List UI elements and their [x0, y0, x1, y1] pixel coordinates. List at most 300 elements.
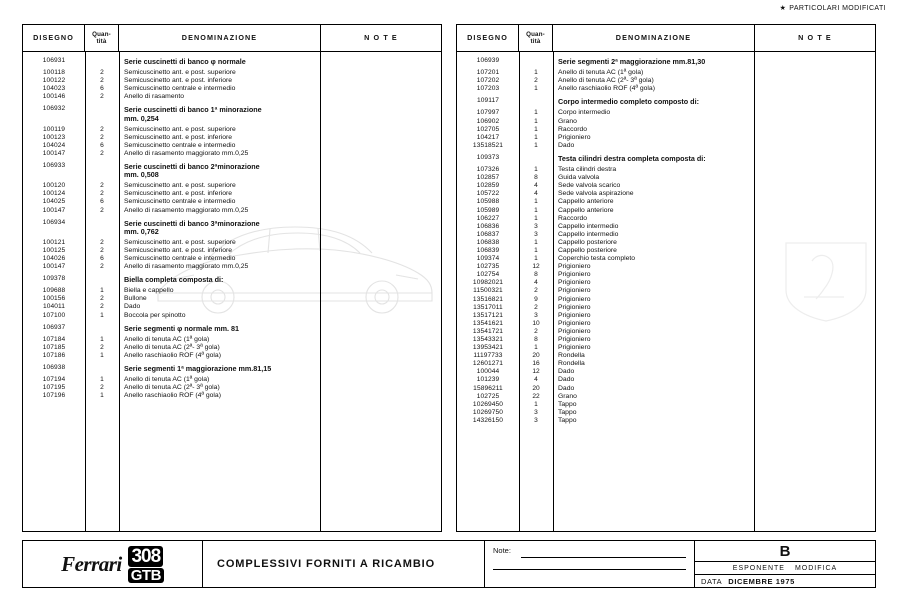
table-row: [23, 150, 441, 158]
cell-disegno: 106838: [476, 238, 500, 246]
cell-denominazione: Grano: [558, 117, 577, 125]
table-row: [457, 376, 875, 384]
table-row: [23, 207, 441, 215]
cell-quantita: 1: [100, 351, 104, 359]
sheet-description: COMPLESSIVI FORNITI A RICAMBIO: [203, 541, 485, 587]
cell-denominazione: Anello di rasamento maggiorato mm.0,25: [124, 206, 249, 214]
cell-quantita: 4: [534, 182, 538, 190]
table-row: [457, 207, 875, 215]
parts-table-left: [22, 24, 442, 532]
cell-denominazione: Semicuscinetto centrale e intermedio: [124, 141, 236, 149]
cell-disegno: 109688: [42, 287, 66, 295]
cell-quantita: 1: [534, 125, 538, 133]
table-row: [457, 134, 875, 142]
cell-denominazione: Bullone: [124, 295, 147, 303]
table-row: [457, 166, 875, 174]
cell-disegno: 100120: [42, 182, 66, 190]
cell-denominazione: Anello di tenuta AC (2ª- 3ª gola): [124, 384, 220, 392]
cell-denominazione: Serie cuscinetti di banco φ normale: [124, 57, 246, 66]
table-row: [23, 142, 441, 150]
cell-quantita: 2: [100, 133, 104, 141]
cell-disegno: 100156: [42, 295, 66, 303]
cell-denominazione: Semicuscinetto ant. e post. superiore: [124, 69, 236, 77]
cell-denominazione: Testa cilindri destra: [558, 166, 617, 174]
table-row: [23, 85, 441, 93]
cell-denominazione: Sede valvola scarico: [558, 182, 621, 190]
table-row: [23, 303, 441, 311]
cell-disegno: 14326150: [472, 416, 504, 424]
cell-quantita: 4: [534, 376, 538, 384]
cell-disegno: 107184: [42, 335, 66, 343]
cell-quantita: 6: [100, 85, 104, 93]
cell-disegno: 104024: [42, 141, 66, 149]
cell-quantita: 1: [100, 392, 104, 400]
cell-disegno: 107201: [476, 69, 500, 77]
cell-denominazione: Corpo intermedio completo composto di:: [558, 97, 699, 107]
cell-quantita: 8: [534, 271, 538, 279]
cell-denominazione: Raccordo: [558, 214, 588, 222]
cell-disegno: 106837: [476, 230, 500, 238]
table-row: [457, 57, 875, 65]
cell-denominazione: Serie cuscinetti di banco 3ªminorazione: [124, 218, 260, 228]
cell-quantita: 2: [100, 263, 104, 271]
cell-disegno: 13541721: [472, 327, 504, 335]
table-row: [457, 312, 875, 320]
cell-quantita: 6: [100, 254, 104, 262]
table-row: [457, 271, 875, 279]
cell-denominazione: Serie segmenti 1ª maggiorazione mm.81,15: [124, 364, 272, 373]
column-header-disegno: DISEGNO: [457, 25, 519, 51]
cell-disegno: 13953421: [472, 344, 504, 352]
cell-disegno: 13516821: [472, 295, 504, 303]
cell-quantita: 12: [532, 368, 540, 376]
cell-quantita: 1: [534, 133, 538, 141]
cell-disegno: 13518521: [472, 141, 504, 149]
cell-disegno: 102857: [476, 174, 500, 182]
table-row: [23, 227, 441, 235]
cell-disegno: 109373: [476, 153, 500, 161]
cell-denominazione: Serie cuscinetti di banco 2ªminorazione: [124, 162, 260, 172]
cell-disegno: 104217: [476, 133, 500, 141]
cell-quantita: 1: [534, 198, 538, 206]
cell-disegno: 107194: [42, 376, 66, 384]
star-icon: ★: [779, 5, 787, 12]
cell-denominazione: Cappello intermedio: [558, 222, 619, 230]
cell-disegno: 100147: [42, 206, 66, 214]
cell-disegno: 13541621: [472, 319, 504, 327]
cell-denominazione: Semicuscinetto ant. e post. inferiore: [124, 133, 233, 141]
note-line[interactable]: [521, 546, 686, 558]
table-row: [23, 134, 441, 142]
cell-quantita: 1: [534, 166, 538, 174]
cell-quantita: 3: [534, 408, 538, 416]
cell-denominazione: Dado: [124, 303, 141, 311]
cell-disegno: 107185: [42, 343, 66, 351]
cell-denominazione: Prigioniero: [558, 303, 591, 311]
table-header-left: [23, 25, 441, 52]
revision-headers: [695, 561, 875, 575]
cell-denominazione: Sede valvola aspirazione: [558, 190, 634, 198]
cell-disegno: 106938: [42, 364, 66, 371]
table-row: [23, 324, 441, 332]
cell-denominazione: Cappello posteriore: [558, 246, 617, 254]
column-header-quantita: Quan- tità: [519, 25, 553, 51]
table-body-left: [23, 52, 441, 400]
cell-quantita: 6: [100, 198, 104, 206]
table-row: [457, 417, 875, 425]
cell-quantita: 2: [534, 303, 538, 311]
cell-quantita: 3: [534, 416, 538, 424]
column-header-disegno: DISEGNO: [23, 25, 85, 51]
cell-quantita: 2: [100, 384, 104, 392]
cell-denominazione: Prigioniero: [558, 344, 591, 352]
cell-denominazione: Corpo intermedio: [558, 109, 611, 117]
cell-disegno: 106934: [42, 218, 66, 226]
cell-denominazione: Dado: [558, 376, 575, 384]
cell-disegno: 109378: [42, 275, 66, 283]
cell-quantita: 2: [100, 69, 104, 77]
cell-denominazione: Raccordo: [558, 125, 588, 133]
cell-disegno: 102859: [476, 182, 500, 190]
table-body-right: [457, 52, 875, 425]
cell-disegno: 100121: [42, 238, 66, 246]
cell-quantita: 1: [534, 85, 538, 93]
table-row: [23, 312, 441, 320]
cell-quantita: 1: [534, 117, 538, 125]
cell-quantita: 2: [100, 93, 104, 101]
cell-disegno: 107997: [476, 109, 500, 117]
cell-denominazione: Testa cilindri destra completa composta di:: [558, 153, 706, 163]
table-row: [457, 393, 875, 401]
cell-denominazione: Tappo: [558, 400, 577, 408]
cell-quantita: 9: [534, 295, 538, 303]
date-label: DATA: [701, 576, 723, 586]
table-row: [23, 114, 441, 122]
cell-quantita: 1: [534, 344, 538, 352]
table-row: [457, 231, 875, 239]
cell-denominazione: Semicuscinetto centrale e intermedio: [124, 85, 236, 93]
table-row: [23, 126, 441, 134]
cell-disegno: 100147: [42, 149, 66, 157]
table-row: [457, 320, 875, 328]
column-header-denominazione: DENOMINAZIONE: [553, 25, 755, 51]
table-row: [23, 376, 441, 384]
table-row: [457, 401, 875, 409]
table-row: [457, 142, 875, 150]
cell-disegno: 102705: [476, 125, 500, 133]
table-header-right: [457, 25, 875, 52]
cell-denominazione: Anello di tenuta AC (2ª- 3ª gola): [558, 77, 654, 85]
cell-denominazione: Semicuscinetto ant. e post. superiore: [124, 238, 236, 246]
cell-denominazione: Anello di tenuta AC (1ª gola): [124, 376, 210, 384]
table-row: [457, 352, 875, 360]
cell-denominazione: Prigioniero: [558, 263, 591, 271]
table-row: [23, 336, 441, 344]
cell-denominazione: Semicuscinetto ant. e post. superiore: [124, 125, 236, 133]
cell-denominazione: Anello raschiaolio ROF (4ª gola): [558, 85, 655, 93]
table-row: [23, 105, 441, 113]
cell-disegno: 11197733: [473, 352, 503, 360]
cell-quantita: 2: [100, 190, 104, 198]
table-row: [457, 126, 875, 134]
cell-disegno: 106902: [476, 117, 500, 125]
cell-disegno: 104023: [42, 85, 66, 93]
table-row: [457, 304, 875, 312]
table-row: [457, 85, 875, 93]
cell-quantita: 2: [100, 295, 104, 303]
title-block: [22, 540, 876, 588]
cell-denominazione: Semicuscinetto centrale e intermedio: [124, 254, 236, 262]
cell-disegno: 109374: [476, 255, 500, 263]
cell-quantita: 1: [100, 376, 104, 384]
cell-disegno: 104011: [42, 303, 66, 311]
cell-denominazione: Anello di rasamento: [124, 93, 185, 101]
cell-quantita: 2: [100, 182, 104, 190]
cell-quantita: 2: [100, 246, 104, 254]
cell-denominazione: Anello raschiaolio ROF (4ª gola): [124, 351, 221, 359]
table-row: [457, 215, 875, 223]
cell-quantita: 2: [100, 149, 104, 157]
cell-denominazione: Dado: [558, 141, 575, 149]
cell-disegno: 100124: [42, 190, 66, 198]
cell-denominazione: Prigioniero: [558, 271, 591, 279]
table-row: [457, 360, 875, 368]
table-row: [23, 93, 441, 101]
revision-letter: B: [779, 543, 791, 560]
table-row: [457, 190, 875, 198]
column-header-denominazione: DENOMINAZIONE: [119, 25, 321, 51]
note-field[interactable]: [485, 541, 695, 587]
cell-disegno: 10269450: [472, 400, 504, 408]
cell-denominazione: Anello di tenuta AC (1ª gola): [558, 69, 644, 77]
table-row: [457, 118, 875, 126]
cell-disegno: 105988: [476, 198, 500, 206]
cell-disegno: 102754: [476, 271, 500, 279]
cell-disegno: 100125: [42, 246, 66, 254]
cell-disegno: 107195: [42, 384, 66, 392]
cell-denominazione: Tappo: [558, 408, 577, 416]
cell-quantita: 1: [100, 311, 104, 319]
cell-denominazione: Semicuscinetto centrale e intermedio: [124, 198, 236, 206]
table-row: [23, 77, 441, 85]
date-value: DICEMBRE 1975: [728, 576, 795, 586]
column-header-quantita: Quan- tità: [85, 25, 119, 51]
note-label: Note:: [493, 546, 511, 555]
table-row: [23, 255, 441, 263]
cell-denominazione: Prigioniero: [558, 311, 591, 319]
table-row: [457, 97, 875, 105]
cell-denominazione: Prigioniero: [558, 319, 591, 327]
table-row: [23, 384, 441, 392]
cell-denominazione: Rondella: [558, 360, 585, 368]
cell-disegno: 106933: [42, 162, 66, 170]
table-row: [457, 328, 875, 336]
cell-quantita: 22: [532, 392, 540, 400]
cell-quantita: 2: [100, 303, 104, 311]
cell-denominazione: Prigioniero: [558, 295, 591, 303]
cell-denominazione: mm. 0,762: [124, 226, 159, 236]
cell-disegno: 102725: [476, 392, 500, 400]
table-row: [457, 344, 875, 352]
cell-disegno: 105722: [476, 190, 500, 198]
cell-denominazione: Anello di rasamento maggiorato mm.0,25: [124, 263, 249, 271]
cell-disegno: 10982021: [472, 279, 504, 287]
table-row: [23, 295, 441, 303]
cell-denominazione: Anello di tenuta AC (2ª- 3ª gola): [124, 343, 220, 351]
table-row: [23, 287, 441, 295]
cell-quantita: 1: [100, 287, 104, 295]
table-row: [23, 162, 441, 170]
table-row: [23, 219, 441, 227]
cell-quantita: 2: [534, 327, 538, 335]
cell-quantita: 4: [534, 279, 538, 287]
cell-disegno: 13543321: [472, 336, 504, 343]
revision-block: [695, 541, 875, 587]
table-row: [23, 352, 441, 360]
table-row: [23, 182, 441, 190]
cell-quantita: 8: [534, 336, 538, 343]
model-variant: GTB: [128, 568, 164, 583]
table-row: [457, 109, 875, 117]
cell-denominazione: Anello raschiaolio ROF (4ª gola): [124, 392, 221, 400]
cell-denominazione: mm. 0,508: [124, 170, 159, 180]
cell-denominazione: Semicuscinetto ant. e post. inferiore: [124, 77, 233, 85]
cell-disegno: 100122: [42, 77, 66, 85]
cell-disegno: 106836: [476, 222, 500, 230]
table-row: [457, 247, 875, 255]
cell-disegno: 107196: [42, 392, 66, 400]
table-row: [23, 392, 441, 400]
cell-denominazione: Tappo: [558, 416, 577, 424]
cell-disegno: 104026: [42, 254, 66, 262]
table-row: [457, 223, 875, 231]
parts-table-right: [456, 24, 876, 532]
cell-disegno: 104025: [42, 198, 66, 206]
cell-disegno: 10269750: [472, 408, 504, 416]
table-row: [457, 385, 875, 393]
table-row: [457, 239, 875, 247]
table-row: [457, 69, 875, 77]
table-row: [457, 182, 875, 190]
cell-quantita: 6: [100, 141, 104, 149]
cell-denominazione: Prigioniero: [558, 133, 591, 141]
cell-denominazione: Dado: [558, 368, 575, 376]
brand-name: Ferrari: [61, 551, 122, 576]
cell-quantita: 20: [532, 352, 540, 360]
date-row: [695, 575, 875, 587]
modified-parts-note: ★ PARTICOLARI MODIFICATI: [779, 5, 886, 12]
cell-quantita: 1: [534, 246, 538, 254]
table-row: [457, 368, 875, 376]
column-header-note: N O T E: [798, 32, 832, 42]
cell-disegno: 100044: [476, 368, 500, 376]
cell-denominazione: mm. 0,254: [124, 113, 159, 123]
cell-disegno: 15896211: [473, 384, 503, 392]
cell-quantita: 3: [534, 311, 538, 319]
cell-quantita: 1: [534, 69, 538, 77]
cell-quantita: 2: [100, 238, 104, 246]
table-row: [23, 170, 441, 178]
cell-quantita: 1: [534, 400, 538, 408]
cell-disegno: 12601271: [472, 360, 504, 368]
cell-disegno: 13517011: [473, 303, 503, 311]
cell-denominazione: Anello di tenuta AC (1ª gola): [124, 335, 210, 343]
cell-disegno: 100119: [42, 125, 66, 133]
cell-quantita: 2: [534, 77, 538, 85]
model-number: 308: [128, 546, 163, 567]
cell-disegno: 100147: [42, 263, 66, 271]
cell-quantita: 1: [534, 141, 538, 149]
cell-disegno: 106939: [476, 57, 500, 64]
table-row: [457, 296, 875, 304]
cell-disegno: 106227: [476, 214, 500, 222]
table-row: [457, 174, 875, 182]
table-row: [457, 154, 875, 162]
table-row: [457, 279, 875, 287]
cell-disegno: 100146: [42, 93, 66, 101]
esponente-label: ESPONENTE: [732, 564, 785, 572]
brand-logo: [23, 541, 203, 587]
cell-quantita: 2: [100, 206, 104, 214]
cell-denominazione: Rondella: [558, 352, 585, 360]
cell-disegno: 100118: [42, 69, 66, 77]
cell-quantita: 2: [100, 77, 104, 85]
cell-disegno: 105989: [476, 206, 500, 214]
cell-quantita: 16: [532, 360, 540, 368]
table-row: [457, 255, 875, 263]
cell-disegno: 101239: [476, 376, 500, 384]
cell-quantita: 8: [534, 174, 538, 182]
cell-disegno: 106931: [42, 57, 66, 64]
cell-disegno: 107100: [42, 311, 66, 319]
cell-denominazione: Serie segmenti φ normale mm. 81: [124, 323, 239, 333]
table-row: [457, 336, 875, 344]
cell-denominazione: Prigioniero: [558, 287, 591, 295]
table-row: [457, 287, 875, 295]
cell-quantita: 4: [534, 190, 538, 198]
table-row: [23, 344, 441, 352]
cell-denominazione: Cappello intermedio: [558, 230, 619, 238]
cell-denominazione: Semicuscinetto ant. e post. inferiore: [124, 246, 233, 254]
cell-disegno: 107202: [476, 77, 500, 85]
table-row: [23, 69, 441, 77]
cell-denominazione: Cappello posteriore: [558, 238, 617, 246]
cell-denominazione: Prigioniero: [558, 336, 591, 343]
cell-quantita: 12: [532, 263, 540, 271]
table-row: [457, 263, 875, 271]
cell-denominazione: Cappello anteriore: [558, 206, 614, 214]
cell-denominazione: Prigioniero: [558, 279, 591, 287]
cell-quantita: 1: [534, 109, 538, 117]
table-row: [23, 57, 441, 65]
cell-quantita: 2: [534, 287, 538, 295]
cell-quantita: 1: [534, 255, 538, 263]
table-row: [23, 198, 441, 206]
cell-quantita: 3: [534, 222, 538, 230]
cell-disegno: 11500321: [473, 287, 503, 295]
cell-denominazione: Boccola per spinotto: [124, 311, 186, 319]
model-badge: [128, 546, 164, 583]
cell-denominazione: Biella completa composta di:: [124, 275, 224, 285]
cell-quantita: 20: [532, 384, 540, 392]
table-row: [23, 275, 441, 283]
cell-denominazione: Grano: [558, 392, 577, 400]
cell-quantita: 10: [532, 319, 540, 327]
cell-quantita: 3: [534, 230, 538, 238]
cell-quantita: 2: [100, 125, 104, 133]
cell-disegno: 100123: [42, 133, 66, 141]
note-line[interactable]: [493, 558, 686, 570]
